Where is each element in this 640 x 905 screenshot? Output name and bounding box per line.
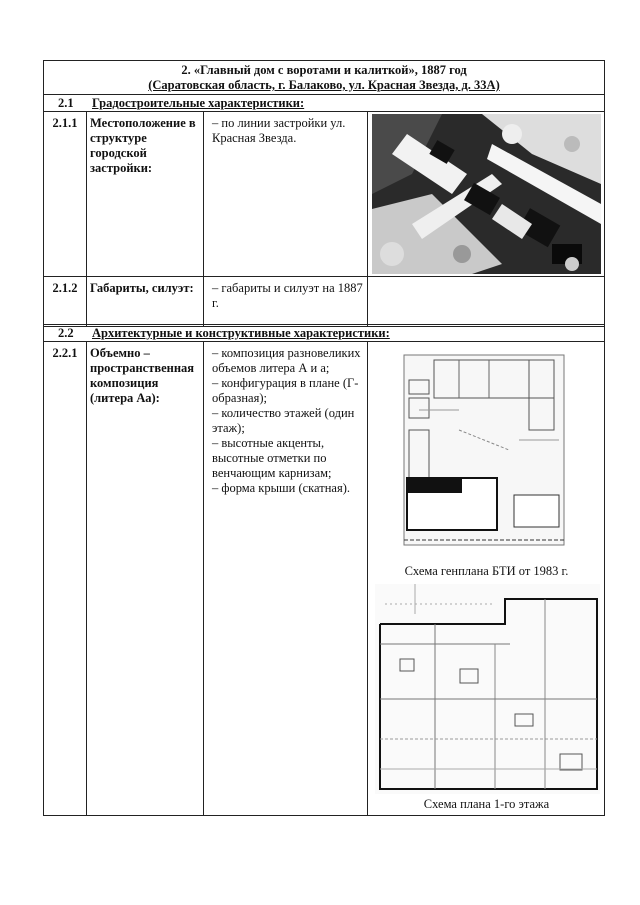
row-number: 2.1.2 bbox=[44, 277, 87, 326]
header-title: 2. «Главный дом с воротами и калиткой», 1887 год bbox=[181, 63, 467, 77]
drawings-cell bbox=[369, 342, 604, 815]
row-number: 2.1.1 bbox=[44, 112, 87, 276]
document-page bbox=[43, 60, 605, 815]
list-item: – конфигурация в плане (Г- образная); bbox=[212, 376, 359, 405]
floor-plan-caption: Схема плана 1-го этажа bbox=[423, 797, 550, 811]
row-label: Объемно – пространственная композиция (литера Аа): bbox=[87, 342, 204, 815]
list-item: – композиция разновеликих объемов литера А и а; bbox=[212, 346, 361, 375]
list-item: – количество этажей (один этаж); bbox=[212, 406, 355, 435]
list-item: – форма крыши (скатная). bbox=[212, 481, 351, 495]
empty-cell bbox=[369, 277, 604, 326]
section-number: 2.2 bbox=[58, 326, 74, 340]
section-title: Градостроительные характеристики: bbox=[92, 96, 305, 110]
aerial-map-photo bbox=[372, 114, 601, 274]
site-plan-caption: Схема генплана БТИ от 1983 г. bbox=[404, 564, 569, 578]
aerial-photo-cell bbox=[369, 112, 604, 276]
row-value: – по линии застройки ул. Красная Звезда. bbox=[205, 112, 368, 276]
bti-site-plan-drawing bbox=[399, 350, 569, 550]
first-floor-plan-drawing bbox=[375, 584, 600, 794]
section-number: 2.1 bbox=[58, 96, 74, 110]
row-value: – габариты и силуэт на 1887 г. bbox=[205, 277, 368, 326]
row-value-list bbox=[205, 342, 368, 815]
table-row-2-2-1 bbox=[43, 342, 605, 816]
row-label: Габариты, силуэт: bbox=[87, 277, 204, 326]
section-title: Архитектурные и конструктивные характеристики: bbox=[92, 326, 390, 340]
row-label: Местоположение в структуре городской застройки: bbox=[87, 112, 204, 276]
header-address: (Саратовская область, г. Балаково, ул. Красная Звезда, д. 33А) bbox=[148, 78, 500, 92]
section-urban-planning bbox=[43, 94, 605, 112]
table-row-2-1-1 bbox=[43, 112, 605, 277]
list-item: – высотные акценты, высотные отметки по венчающим карнизам; bbox=[212, 436, 332, 480]
section-architecture bbox=[43, 324, 605, 342]
row-number: 2.2.1 bbox=[44, 342, 87, 815]
document-header bbox=[43, 60, 605, 97]
table-row-2-1-2 bbox=[43, 277, 605, 327]
